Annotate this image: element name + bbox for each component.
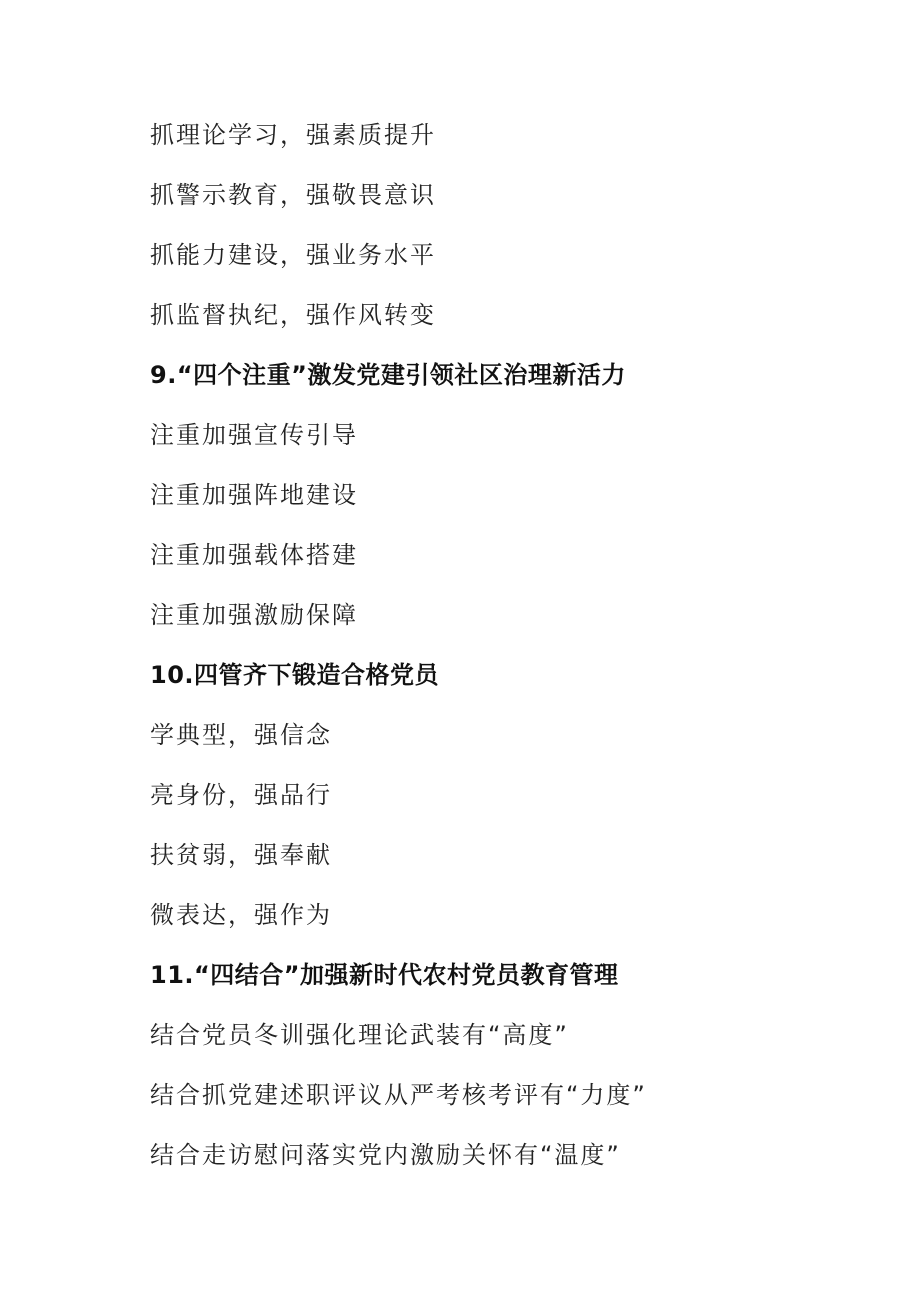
body-line-micro-expression: 微表达，强作为: [150, 901, 332, 929]
body-line-show-identity: 亮身份，强品行: [150, 781, 332, 809]
body-line-work-review: 结合抓党建述职评议从严考核考评有“力度”: [150, 1081, 647, 1109]
body-line-carrier-building: 注重加强载体搭建: [150, 541, 358, 569]
body-line-warning-education: 抓警示教育，强敬畏意识: [150, 181, 436, 209]
body-line-theory-study: 抓理论学习，强素质提升: [150, 121, 436, 149]
body-line-winter-training: 结合党员冬训强化理论武装有“高度”: [150, 1021, 569, 1049]
section-heading-9: 9.“四个注重”激发党建引领社区治理新活力: [150, 361, 626, 389]
body-line-capacity-building: 抓能力建设，强业务水平: [150, 241, 436, 269]
body-line-incentive-guarantee: 注重加强激励保障: [150, 601, 358, 629]
section-heading-11: 11.“四结合”加强新时代农村党员教育管理: [150, 961, 619, 989]
body-line-learn-models: 学典型，强信念: [150, 721, 332, 749]
body-line-position-building: 注重加强阵地建设: [150, 481, 358, 509]
body-line-supervision-discipline: 抓监督执纪，强作风转变: [150, 301, 436, 329]
body-line-help-poor: 扶贫弱，强奉献: [150, 841, 332, 869]
section-heading-10: 10.四管齐下锻造合格党员: [150, 661, 440, 689]
body-line-visit-care: 结合走访慰问落实党内激励关怀有“温度”: [150, 1141, 621, 1169]
body-line-publicity-guidance: 注重加强宣传引导: [150, 421, 358, 449]
